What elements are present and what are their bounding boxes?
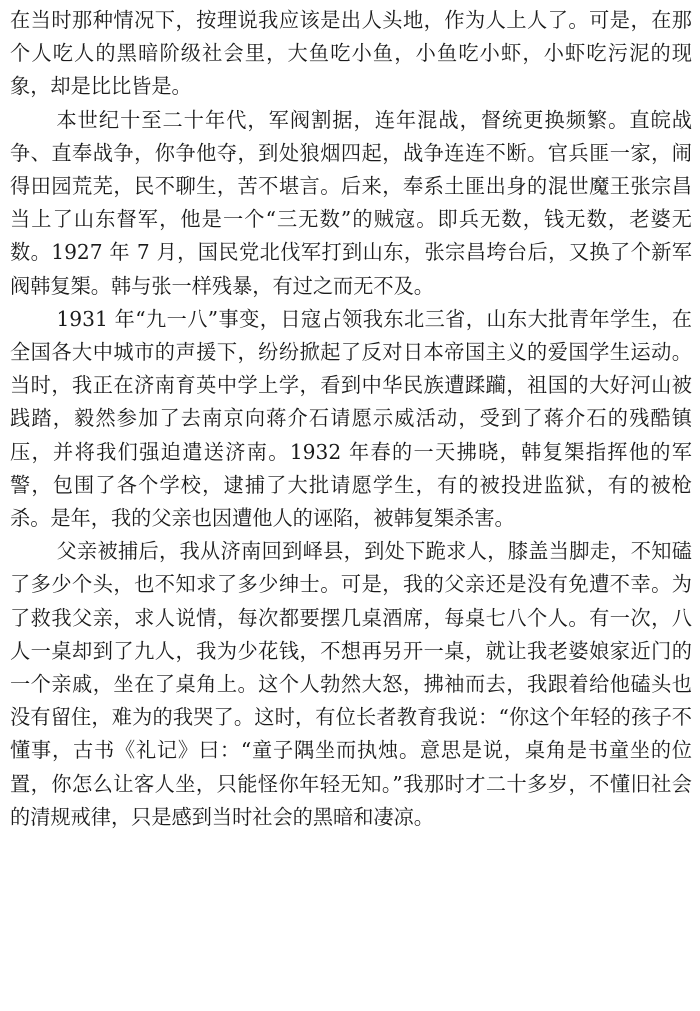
paragraph-1: 在当时那种情况下，按理说我应该是出人头地，作为人上人了。可是，在那个人吃人的黑暗阶级社会里，大鱼吃小鱼，小鱼吃小虾，小虾吃污泥的现象，却是比比皆是。 — [10, 8, 692, 99]
paragraph-3: 1931 年“九一八”事变，日寇占领我东北三省，山东大批青年学生，在全国各大中城市的声援下，纷纷掀起了反对日本帝国主义的爱国学生运动。当时，我正在济南育英中学上学，看到中华民族遭蹂躏，祖国的大好河山被践踏，毅然参加了去南京向蒋介石请愿示威活动，受到了蒋介石的残酷镇压，并将我们强迫遣送济南。1932 年春的一天拂晓，韩复榘指挥他的军警，包围了各个学校，逮捕了大批请愿学生，有的被投进监狱，有的被枪杀。是年，我的父亲也因遭他人的诬陷，被韩复榘杀害。 — [10, 306, 692, 531]
paragraph-2: 本世纪十至二十年代，军阀割据，连年混战，督统更换频繁。直皖战争、直奉战争，你争他夺，到处狼烟四起，战争连连不断。官兵匪一家，闹得田园荒芜，民不聊生，苦不堪言。后来，奉系土匪出身的混世魔王张宗昌当上了山东督军，他是一个“三无数”的贼寇。即兵无数，钱无数，老婆无数。1927 年 7 月，国民党北伐军打到山东，张宗昌垮台后，又换了个新军阀韩复榘。韩与张一样残暴，有过之而无不及。 — [10, 107, 692, 298]
document-page — [10, 4, 692, 1004]
paragraph-4: 父亲被捕后，我从济南回到峄县，到处下跪求人，膝盖当脚走，不知磕了多少个头，也不知求了多少绅士。可是，我的父亲还是没有免遭不幸。为了救我父亲，求人说情，每次都要摆几桌酒席，每桌七八个人。有一次，八人一桌却到了九人，我为少花钱，不想再另开一桌，就让我老婆娘家近门的一个亲戚，坐在了桌角上。这个人勃然大怒，拂袖而去，我跟着给他磕头也没有留住，难为的我哭了。这时，有位长者教育我说：“你这个年轻的孩子不懂事，古书《礼记》曰：“童子隅坐而执烛。意思是说，桌角是书童坐的位置，你怎么让客人坐，只能怪你年轻无知。”我那时才二十多岁，不懂旧社会的清规戒律，只是感到当时社会的黑暗和凄凉。 — [10, 539, 692, 829]
